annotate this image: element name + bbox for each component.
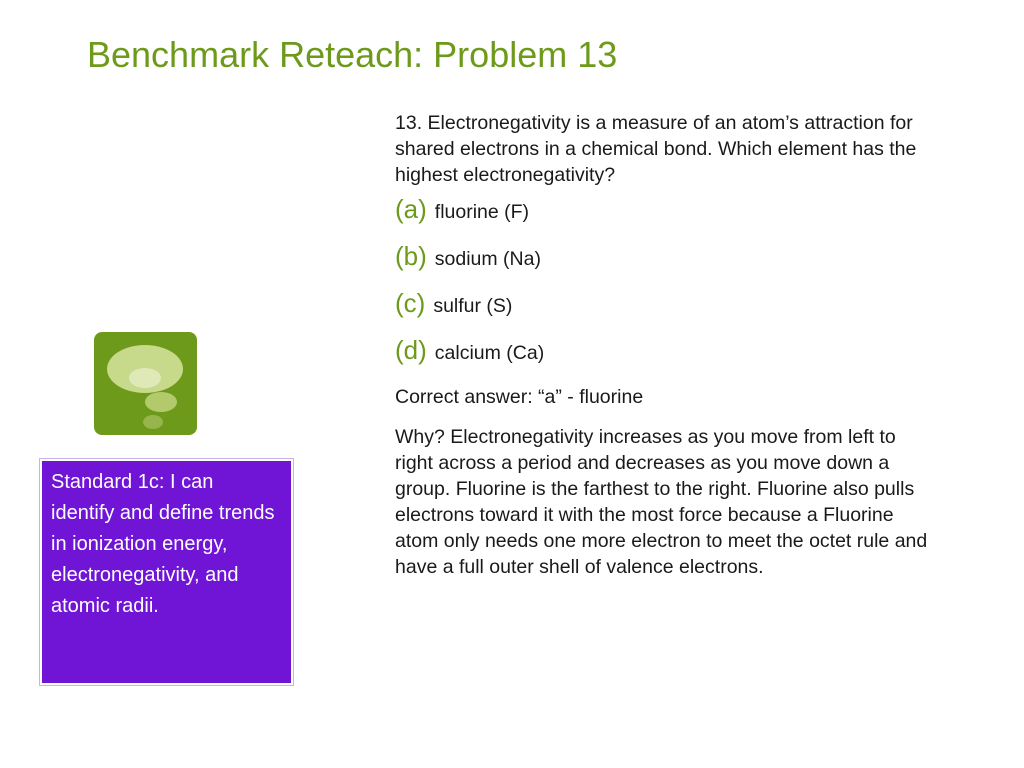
choice-d <box>395 337 935 366</box>
standard-box <box>40 459 293 685</box>
choice-letter: (c) <box>395 288 426 318</box>
choice-letter: (b) <box>395 241 427 271</box>
choice-text: calcium (Ca) <box>434 342 545 364</box>
choice-letter: (d) <box>395 335 427 365</box>
question-text: 13. Electronegativity is a measure of an atom’s attraction for shared electrons in a chemical bond. Which element has the highest electronegativity? <box>395 112 917 186</box>
correct-answer: Correct answer: “a” - fluorine <box>395 386 644 408</box>
thought-bubble-icon <box>94 332 197 435</box>
choice-c <box>395 290 935 319</box>
thought-bubble-graphic <box>94 332 197 435</box>
choice-a <box>395 196 935 225</box>
choice-text: sulfur (S) <box>433 295 513 317</box>
choice-letter: (a) <box>395 194 427 224</box>
explanation-text: Why? Electronegativity increases as you move from left to right across a period and decreases as you move down a group. Fluorine is the farthest to the right. Fluorine also pulls electrons toward it with the most force because a Fluorine atom only needs one more electron to meet the octet rule and have a full outer shell of valence electrons. <box>395 426 928 578</box>
choice-b <box>395 243 935 272</box>
standard-text: Standard 1c: I can identify and define trends in ionization energy, electronegativity, and atomic radii. <box>51 471 275 617</box>
slide-title: Benchmark Reteach: Problem 13 <box>87 34 618 75</box>
choice-text: sodium (Na) <box>434 248 541 270</box>
question-panel <box>395 110 935 580</box>
choice-text: fluorine (F) <box>434 201 530 223</box>
